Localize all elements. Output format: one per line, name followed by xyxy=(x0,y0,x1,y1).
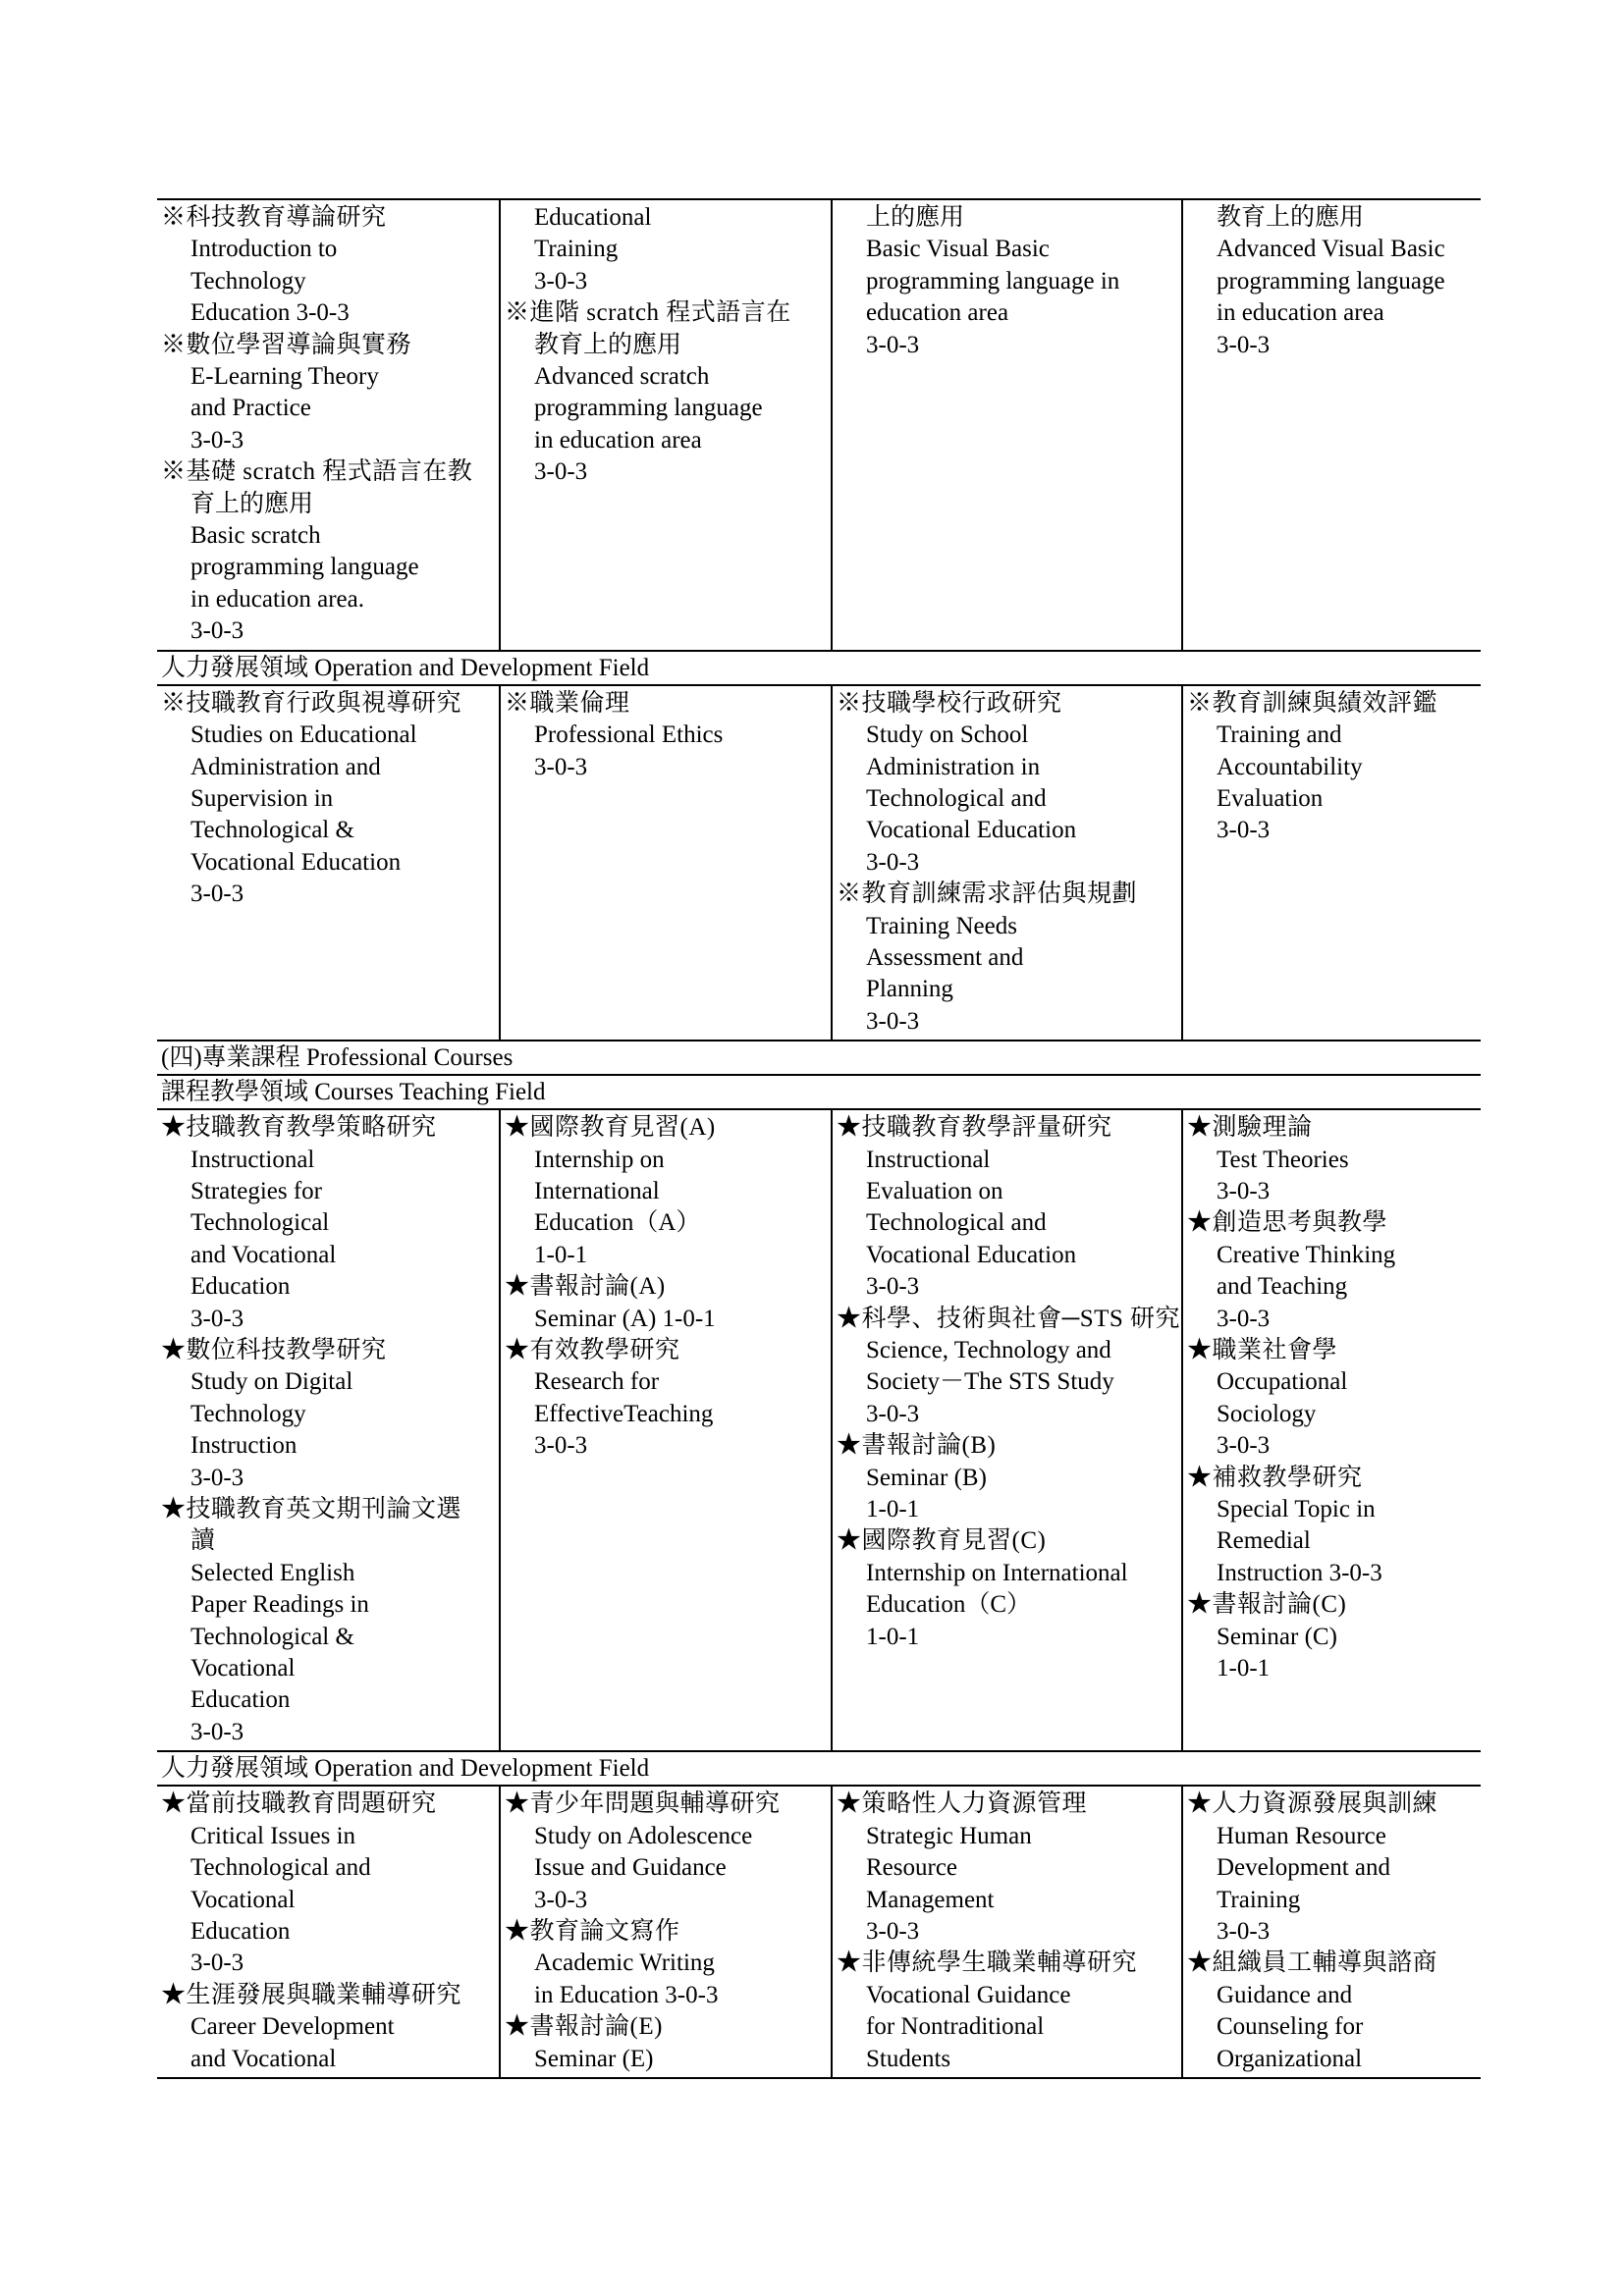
course-entry xyxy=(837,1112,1177,1303)
course-row xyxy=(157,199,1481,651)
course-entry xyxy=(837,1430,1177,1525)
course-detail-line: for Nontraditional xyxy=(866,2013,1045,2041)
course-detail-line: Evaluation xyxy=(1217,784,1324,812)
course-detail-line: 3-0-3 xyxy=(1217,1305,1271,1332)
course-detail-line: Basic Visual Basic xyxy=(866,236,1050,263)
course-detail-line: Technological & xyxy=(190,817,354,844)
course-detail-line: Basic scratch xyxy=(190,522,321,550)
course-detail-line: Study on Adolescence xyxy=(534,1822,753,1849)
course-detail-line: Guidance and xyxy=(1217,1981,1353,2008)
course-title: ※基礎 scratch 程式語言在教 xyxy=(161,458,473,486)
course-detail-line: Internship on International xyxy=(866,1559,1128,1586)
course-detail-line: programming language xyxy=(190,554,419,581)
course-detail-line: Vocational Education xyxy=(866,817,1077,844)
course-entry xyxy=(161,330,495,457)
course-entry xyxy=(837,1789,1177,1948)
course-title: ※職業倫理 xyxy=(505,689,630,717)
course-entry xyxy=(161,1335,495,1494)
course-entry xyxy=(1187,1112,1477,1207)
course-detail-line: Education xyxy=(190,1917,291,1945)
course-detail-line: and Teaching xyxy=(1217,1273,1348,1301)
course-detail-line: Vocational Guidance xyxy=(866,1981,1071,2008)
course-cell-column-4 xyxy=(1182,685,1481,1041)
course-detail-line: Supervision in xyxy=(190,784,334,812)
course-detail-line: 3-0-3 xyxy=(1217,817,1271,844)
section-header: 課程教學領域 Courses Teaching Field xyxy=(157,1075,1481,1109)
course-detail-line: Administration and xyxy=(190,753,381,780)
course-detail-line: 3-0-3 xyxy=(190,881,244,908)
course-detail-line: 3-0-3 xyxy=(190,1718,244,1745)
course-detail-line: Remedial xyxy=(1217,1527,1311,1555)
course-entry xyxy=(505,688,827,783)
course-detail-line: Development and xyxy=(1217,1854,1391,1882)
course-entry xyxy=(1187,1589,1477,1684)
course-detail-line: 教育上的應用 xyxy=(534,331,682,358)
course-detail-line: International xyxy=(534,1177,660,1204)
course-detail-line: Paper Readings in xyxy=(190,1591,369,1619)
course-detail-line: Selected English xyxy=(190,1559,355,1586)
course-detail-line: Critical Issues in xyxy=(190,1822,356,1849)
course-detail-line: Assessment and xyxy=(866,943,1024,971)
course-detail-line: Education xyxy=(190,1273,291,1301)
course-detail-line: 3-0-3 xyxy=(190,426,244,454)
course-entry xyxy=(161,688,495,911)
course-detail-line: Training Needs xyxy=(866,912,1017,939)
course-title: ※數位學習導論與實務 xyxy=(161,331,412,358)
course-title: ※科技教育導論研究 xyxy=(161,204,387,231)
course-detail-line: Instructional xyxy=(190,1146,315,1173)
course-title: ※進階 scratch 程式語言在 xyxy=(505,299,791,327)
course-detail-line: 1-0-1 xyxy=(534,1241,588,1268)
course-detail-line: and Vocational xyxy=(190,1241,337,1268)
course-detail-line: 3-0-3 xyxy=(866,848,920,876)
course-detail-line: Vocational xyxy=(190,1886,296,1913)
course-entry xyxy=(161,1112,495,1335)
course-detail-line: Technological xyxy=(190,1209,330,1237)
course-detail-line: EffectiveTeaching xyxy=(534,1400,714,1427)
course-title: ★測驗理論 xyxy=(1187,1114,1313,1142)
course-entry xyxy=(161,1789,495,1979)
course-title: ※教育訓練與績效評鑑 xyxy=(1187,689,1438,717)
course-entry xyxy=(837,688,1177,879)
course-detail-line: 教育上的應用 xyxy=(1217,204,1365,231)
course-title: ★書報討論(E) xyxy=(505,2013,663,2041)
course-detail-line: and Practice xyxy=(190,395,311,422)
course-detail-line: Strategies for xyxy=(190,1177,322,1204)
course-detail-line: 1-0-1 xyxy=(866,1496,920,1523)
section-header-row xyxy=(157,651,1481,685)
course-cell-column-4 xyxy=(1182,1786,1481,2078)
course-title: ★數位科技教學研究 xyxy=(161,1337,387,1363)
course-detail-line: 3-0-3 xyxy=(866,1273,920,1301)
course-entry xyxy=(1187,1207,1477,1335)
course-detail-line: Technology xyxy=(190,1400,306,1427)
course-entry xyxy=(161,456,495,647)
course-table-body xyxy=(157,199,1481,2078)
course-entry xyxy=(505,1916,827,2011)
course-detail-line: education area xyxy=(866,299,1009,327)
course-detail-line: 3-0-3 xyxy=(190,1464,244,1491)
course-row xyxy=(157,685,1481,1041)
course-detail-line: programming language xyxy=(1217,267,1445,294)
course-detail-line: programming language xyxy=(534,395,763,422)
course-title: ★策略性人力資源管理 xyxy=(837,1790,1088,1818)
course-title: ★科學、技術與社會─STS 研究 xyxy=(837,1305,1181,1332)
course-detail-line: Accountability xyxy=(1217,753,1363,780)
course-entry xyxy=(505,202,827,297)
course-title: ★當前技職教育問題研究 xyxy=(161,1790,437,1818)
course-entry xyxy=(837,202,1177,361)
course-detail-line: 3-0-3 xyxy=(866,1007,920,1035)
course-detail-line: Educational xyxy=(534,204,652,231)
course-detail-line: Technological and xyxy=(190,1854,371,1882)
course-title: ★技職教育教學策略研究 xyxy=(161,1114,437,1142)
course-cell-column-1 xyxy=(157,1109,500,1751)
course-detail-line: Advanced scratch xyxy=(534,363,710,391)
course-title: ★有效教學研究 xyxy=(505,1337,680,1363)
course-title: ★職業社會學 xyxy=(1187,1337,1338,1363)
course-entry xyxy=(837,1525,1177,1653)
course-detail-line: Technological & xyxy=(190,1623,354,1650)
course-title: ★國際教育見習(C) xyxy=(837,1527,1047,1555)
course-cell-column-2 xyxy=(500,685,832,1041)
course-detail-line: in education area. xyxy=(190,585,364,613)
course-detail-line: Seminar (A) 1-0-1 xyxy=(534,1305,716,1332)
course-entry xyxy=(1187,1789,1477,1948)
course-title: ★教育論文寫作 xyxy=(505,1917,680,1945)
course-cell-column-4 xyxy=(1182,199,1481,651)
course-entry xyxy=(1187,1948,1477,2075)
course-cell-column-1 xyxy=(157,199,500,651)
course-detail-line: Students xyxy=(866,2045,951,2072)
course-detail-line: 3-0-3 xyxy=(190,1305,244,1332)
course-detail-line: 3-0-3 xyxy=(1217,331,1271,358)
course-cell-column-3 xyxy=(832,199,1182,651)
course-entry xyxy=(161,1980,495,2075)
course-detail-line: Issue and Guidance xyxy=(534,1854,727,1882)
section-header: 人力發展領域 Operation and Development Field xyxy=(157,651,1481,685)
course-detail-line: Seminar (B) xyxy=(866,1464,987,1491)
course-cell-column-2 xyxy=(500,1786,832,2078)
course-detail-line: and Vocational xyxy=(190,2045,337,2072)
course-detail-line: Human Resource xyxy=(1217,1822,1386,1849)
course-cell-column-3 xyxy=(832,1109,1182,1751)
course-detail-line: Vocational Education xyxy=(190,848,402,876)
section-header: 人力發展領域 Operation and Development Field xyxy=(157,1751,1481,1786)
course-document xyxy=(157,198,1481,2079)
course-title: ★書報討論(A) xyxy=(505,1273,666,1301)
course-detail-line: Science, Technology and xyxy=(866,1337,1111,1363)
course-detail-line: 1-0-1 xyxy=(1217,1655,1271,1682)
course-title: ★補救教學研究 xyxy=(1187,1464,1363,1491)
course-title: ★書報討論(C) xyxy=(1187,1591,1347,1619)
course-detail-line: Organizational xyxy=(1217,2045,1363,2072)
course-detail-line: 3-0-3 xyxy=(1217,1432,1271,1460)
course-detail-line: in education area xyxy=(534,426,702,454)
course-title: ※技職學校行政研究 xyxy=(837,689,1062,717)
course-detail-line: Career Development xyxy=(190,2013,395,2041)
course-detail-line: Special Topic in xyxy=(1217,1496,1376,1523)
section-header-row xyxy=(157,1075,1481,1109)
section-header-row xyxy=(157,1041,1481,1075)
course-detail-line: 3-0-3 xyxy=(534,753,588,780)
course-entry xyxy=(505,1271,827,1335)
course-entry xyxy=(505,1112,827,1271)
course-cell-column-3 xyxy=(832,1786,1182,2078)
course-entry xyxy=(505,2011,827,2075)
course-detail-line: Technological and xyxy=(866,784,1047,812)
course-detail-line: Research for xyxy=(534,1368,660,1396)
course-entry xyxy=(1187,1335,1477,1463)
course-detail-line: Technological and xyxy=(866,1209,1047,1237)
course-entry xyxy=(837,1948,1177,2075)
course-detail-line: 3-0-3 xyxy=(534,1432,588,1460)
course-detail-line: Administration in xyxy=(866,753,1041,780)
course-detail-line: Resource xyxy=(866,1854,958,1882)
course-detail-line: Management xyxy=(866,1886,995,1913)
course-detail-line: 讀 xyxy=(190,1527,216,1555)
course-detail-line: Strategic Human xyxy=(866,1822,1032,1849)
course-detail-line: in education area xyxy=(1217,299,1384,327)
course-detail-line: Vocational Education xyxy=(866,1241,1077,1268)
course-detail-line: Occupational xyxy=(1217,1368,1348,1396)
course-detail-line: Academic Writing xyxy=(534,1949,715,1977)
course-detail-line: programming language in xyxy=(866,267,1120,294)
course-title: ★國際教育見習(A) xyxy=(505,1114,716,1142)
course-cell-column-3 xyxy=(832,685,1182,1041)
course-detail-line: Education（A） xyxy=(534,1209,701,1237)
course-row xyxy=(157,1109,1481,1751)
course-detail-line: Internship on xyxy=(534,1146,665,1173)
course-detail-line: Planning xyxy=(866,976,953,1003)
course-entry xyxy=(1187,688,1477,847)
course-detail-line: Training and xyxy=(1217,721,1342,749)
course-detail-line: Training xyxy=(1217,1886,1301,1913)
course-cell-column-1 xyxy=(157,1786,500,2078)
course-detail-line: E-Learning Theory xyxy=(190,363,379,391)
course-detail-line: 3-0-3 xyxy=(1217,1177,1271,1204)
course-entry xyxy=(505,297,827,488)
course-detail-line: 3-0-3 xyxy=(866,331,920,358)
course-entry xyxy=(837,1304,1181,1431)
course-detail-line: Instructional xyxy=(866,1146,991,1173)
course-detail-line: 3-0-3 xyxy=(1217,1917,1271,1945)
course-detail-line: Professional Ethics xyxy=(534,721,724,749)
course-title: ★人力資源發展與訓練 xyxy=(1187,1790,1438,1818)
course-detail-line: Technology xyxy=(190,267,306,294)
course-detail-line: in Education 3-0-3 xyxy=(534,1981,719,2008)
course-cell-column-1 xyxy=(157,685,500,1041)
course-detail-line: Study on School xyxy=(866,721,1029,749)
course-entry xyxy=(505,1789,827,1916)
course-title: ※技職教育行政與視導研究 xyxy=(161,689,462,717)
course-entry xyxy=(161,1494,495,1748)
course-cell-column-4 xyxy=(1182,1109,1481,1751)
course-detail-line: Study on Digital xyxy=(190,1368,353,1396)
course-detail-line: Creative Thinking xyxy=(1217,1241,1396,1268)
course-detail-line: 3-0-3 xyxy=(534,458,588,486)
course-detail-line: Counseling for xyxy=(1217,2013,1364,2041)
course-title: ★青少年問題與輔導研究 xyxy=(505,1790,781,1818)
course-detail-line: Studies on Educational xyxy=(190,721,417,749)
course-detail-line: 育上的應用 xyxy=(190,490,314,517)
course-detail-line: Seminar (C) xyxy=(1217,1623,1337,1650)
course-detail-line: Education xyxy=(190,1686,291,1714)
course-title: ★非傳統學生職業輔導研究 xyxy=(837,1949,1138,1977)
course-detail-line: Sociology xyxy=(1217,1400,1317,1427)
course-entry xyxy=(161,202,495,330)
course-detail-line: Society－The STS Study xyxy=(866,1368,1114,1396)
course-detail-line: Advanced Visual Basic xyxy=(1217,236,1445,263)
course-title: ★技職教育教學評量研究 xyxy=(837,1114,1112,1142)
course-detail-line: 3-0-3 xyxy=(190,617,244,645)
course-detail-line: Training xyxy=(534,236,619,263)
course-detail-line: Education 3-0-3 xyxy=(190,299,350,327)
course-detail-line: 上的應用 xyxy=(866,204,965,231)
course-detail-line: Test Theories xyxy=(1217,1146,1349,1173)
course-detail-line: 3-0-3 xyxy=(534,267,588,294)
section-header: (四)專業課程 Professional Courses xyxy=(157,1041,1481,1075)
course-detail-line: Introduction to xyxy=(190,236,338,263)
course-entry xyxy=(1187,202,1477,361)
course-table xyxy=(157,198,1481,2079)
course-detail-line: Instruction 3-0-3 xyxy=(1217,1559,1382,1586)
course-detail-line: Vocational xyxy=(190,1655,296,1682)
course-detail-line: 3-0-3 xyxy=(866,1917,920,1945)
course-cell-column-2 xyxy=(500,1109,832,1751)
course-detail-line: 3-0-3 xyxy=(190,1949,244,1977)
course-detail-line: Seminar (E) xyxy=(534,2045,654,2072)
course-entry xyxy=(1187,1463,1477,1590)
course-row xyxy=(157,1786,1481,2078)
course-detail-line: 1-0-1 xyxy=(866,1623,920,1650)
course-title: ★生涯發展與職業輔導研究 xyxy=(161,1981,462,2008)
course-cell-column-2 xyxy=(500,199,832,651)
course-detail-line: Education（C） xyxy=(866,1591,1032,1619)
course-title: ★創造思考與教學 xyxy=(1187,1209,1388,1237)
course-title: ★組織員工輔導與諮商 xyxy=(1187,1949,1438,1977)
course-entry xyxy=(837,879,1177,1038)
course-detail-line: Instruction xyxy=(190,1432,298,1460)
course-detail-line: Evaluation on xyxy=(866,1177,1003,1204)
section-header-row xyxy=(157,1751,1481,1786)
course-detail-line: 3-0-3 xyxy=(534,1886,588,1913)
course-title: ※教育訓練需求評估與規劃 xyxy=(837,881,1138,908)
course-title: ★技職教育英文期刊論文選 xyxy=(161,1496,462,1523)
course-title: ★書報討論(B) xyxy=(837,1432,997,1460)
course-entry xyxy=(505,1335,827,1463)
course-detail-line: 3-0-3 xyxy=(866,1400,920,1427)
